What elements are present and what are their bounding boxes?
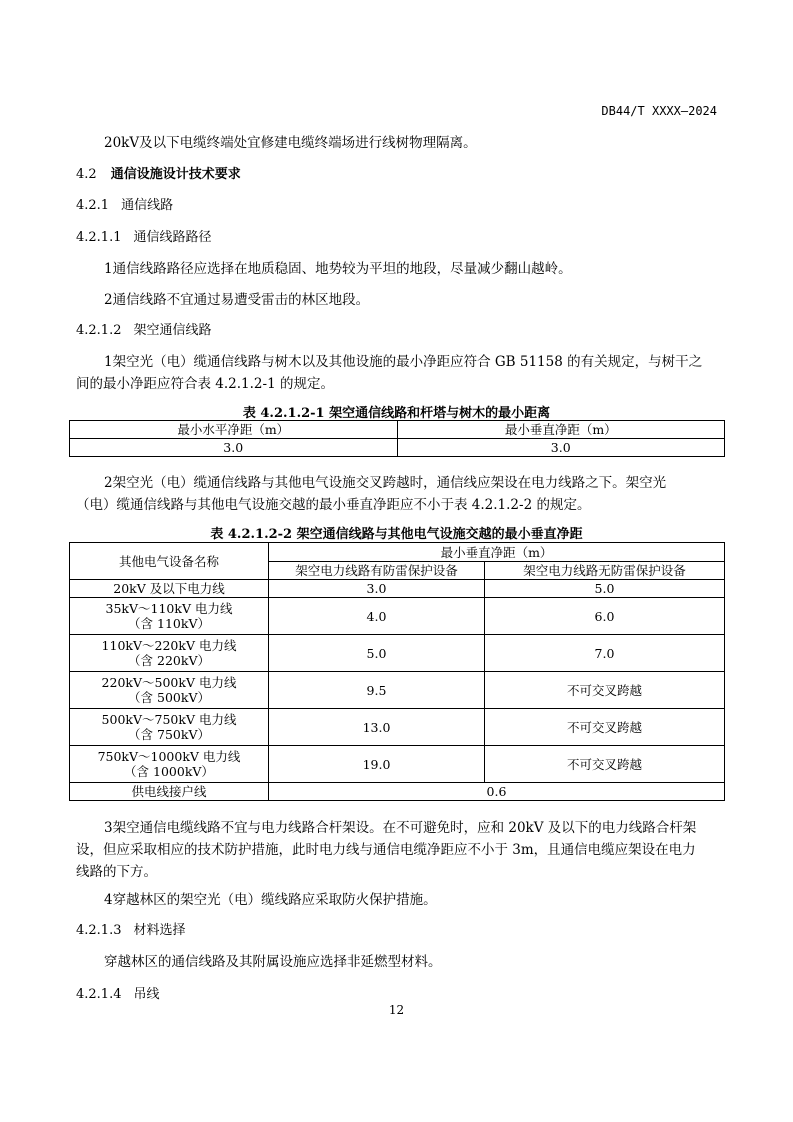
list-item-fire-protection: 4穿越林区的架空光（电）缆线路应采取防火保护措施。 xyxy=(104,892,437,908)
table-cell-value: 5.0 xyxy=(485,580,725,598)
section-heading-4-2-1-4 xyxy=(76,983,160,1002)
section-heading-4-2 xyxy=(76,163,241,182)
section-title: 吊线 xyxy=(133,987,160,1002)
table-row xyxy=(70,580,725,598)
table2-subheader-without-protection: 架空电力线路无防雷保护设备 xyxy=(485,562,725,580)
table-cell-equipment: 500kV～750kV 电力线 （含 750kV） xyxy=(70,709,269,746)
section-title: 通信线路 xyxy=(121,198,174,213)
paragraph-crossing-line1: 2架空光（电）缆通信线路与其他电气设施交叉跨越时，通信线应架设在电力线路之下。架空光 xyxy=(104,475,667,491)
table-tree-clearance xyxy=(69,420,725,457)
table-cell-value: 6.0 xyxy=(485,598,725,635)
table-cell-value: 13.0 xyxy=(269,709,485,746)
section-heading-4-2-1-1 xyxy=(76,226,212,245)
section-number: 4.2.1 xyxy=(76,198,110,213)
section-number: 4.2.1.4 xyxy=(76,987,122,1002)
table-row xyxy=(70,709,725,746)
table-cell-equipment: 20kV 及以下电力线 xyxy=(70,580,269,598)
table-cell-equipment: 110kV～220kV 电力线 （含 220kV） xyxy=(70,635,269,672)
table-cell-value: 不可交叉跨越 xyxy=(485,672,725,709)
table-row xyxy=(70,672,725,709)
table-cell-value: 7.0 xyxy=(485,635,725,672)
section-heading-4-2-1-3 xyxy=(76,919,186,938)
table2-subheader-with-protection: 架空电力线路有防雷保护设备 xyxy=(269,562,485,580)
paragraph-shared-pole-line1: 3架空通信电缆线路不宜与电力线路合杆架设。在不可避免时，应和 20kV 及以下的电力线路合杆架 xyxy=(104,820,697,836)
section-number: 4.2 xyxy=(76,167,97,182)
page-number: 12 xyxy=(388,1003,405,1017)
table1-header-vertical: 最小垂直净距（m） xyxy=(397,421,725,439)
list-item-lightning-avoid: 2通信线路不宜通过易遭受雷击的林区地段。 xyxy=(104,292,370,308)
section-number: 4.2.1.2 xyxy=(76,323,122,338)
section-heading-4-2-1 xyxy=(76,194,173,213)
table-cell-equipment: 220kV～500kV 电力线 （含 500kV） xyxy=(70,672,269,709)
paragraph-crossing-line2: （电）缆通信线路与其他电气设施交越的最小垂直净距应不小于表 4.2.1.2-2 的规定。 xyxy=(76,497,591,513)
table-cell-value: 不可交叉跨越 xyxy=(485,709,725,746)
table-row xyxy=(70,598,725,635)
table-cell-value: 9.5 xyxy=(269,672,485,709)
header-doc-code: DB44/T XXXX—2024 xyxy=(601,104,717,118)
table-row xyxy=(70,746,725,783)
table1-value-horizontal: 3.0 xyxy=(70,439,398,457)
table2-header-min-vertical: 最小垂直净距（m） xyxy=(269,543,725,562)
table-cell-value: 不可交叉跨越 xyxy=(485,746,725,783)
paragraph-cable-terminal: 20kV及以下电缆终端处宜修建电缆终端场进行线树物理隔离。 xyxy=(104,135,477,151)
table-cell-value: 19.0 xyxy=(269,746,485,783)
table-cell-value: 4.0 xyxy=(269,598,485,635)
table-cell-value: 3.0 xyxy=(269,580,485,598)
paragraph-clearance-line1: 1架空光（电）缆通信线路与树木以及其他设施的最小净距应符合 GB 51158 的有关规定，与树干之 xyxy=(104,354,703,370)
table1-value-vertical: 3.0 xyxy=(397,439,725,457)
section-number: 4.2.1.3 xyxy=(76,923,122,938)
table1-header-horizontal: 最小水平净距（m） xyxy=(70,421,398,439)
section-number: 4.2.1.1 xyxy=(76,230,122,245)
paragraph-shared-pole-line3: 线路的下方。 xyxy=(76,864,157,880)
table-row xyxy=(70,783,725,801)
table-cell-value: 5.0 xyxy=(269,635,485,672)
table-cell-equipment: 35kV～110kV 电力线 （含 110kV） xyxy=(70,598,269,635)
section-title: 架空通信线路 xyxy=(133,323,212,338)
table2-caption: 表 4.2.1.2-2 架空通信线路与其他电气设施交越的最小垂直净距 xyxy=(210,527,583,542)
table2-header-equipment: 其他电气设备名称 xyxy=(70,543,269,580)
section-title: 通信线路路径 xyxy=(133,230,212,245)
table-cell-value: 0.6 xyxy=(269,783,725,801)
table-row xyxy=(70,635,725,672)
section-title: 通信设施设计技术要求 xyxy=(110,167,241,182)
list-item-route-selection: 1通信线路路径应选择在地质稳固、地势较为平坦的地段，尽量减少翻山越岭。 xyxy=(104,261,572,277)
section-title: 材料选择 xyxy=(133,923,186,938)
paragraph-materials: 穿越林区的通信线路及其附属设施应选择非延燃型材料。 xyxy=(104,954,442,970)
section-heading-4-2-1-2 xyxy=(76,319,212,338)
table-cell-equipment: 750kV～1000kV 电力线 （含 1000kV） xyxy=(70,746,269,783)
paragraph-clearance-line2: 间的最小净距应符合表 4.2.1.2-1 的规定。 xyxy=(76,376,334,392)
paragraph-shared-pole-line2: 设，但应采取相应的技术防护措施，此时电力线与通信电缆净距应不小于 3m，且通信电缆应架设在电力 xyxy=(76,842,696,858)
table1-caption: 表 4.2.1.2-1 架空通信线路和杆塔与树木的最小距离 xyxy=(242,406,551,421)
table-cell-equipment: 供电线接户线 xyxy=(70,783,269,801)
table-crossing-clearance xyxy=(69,542,725,801)
